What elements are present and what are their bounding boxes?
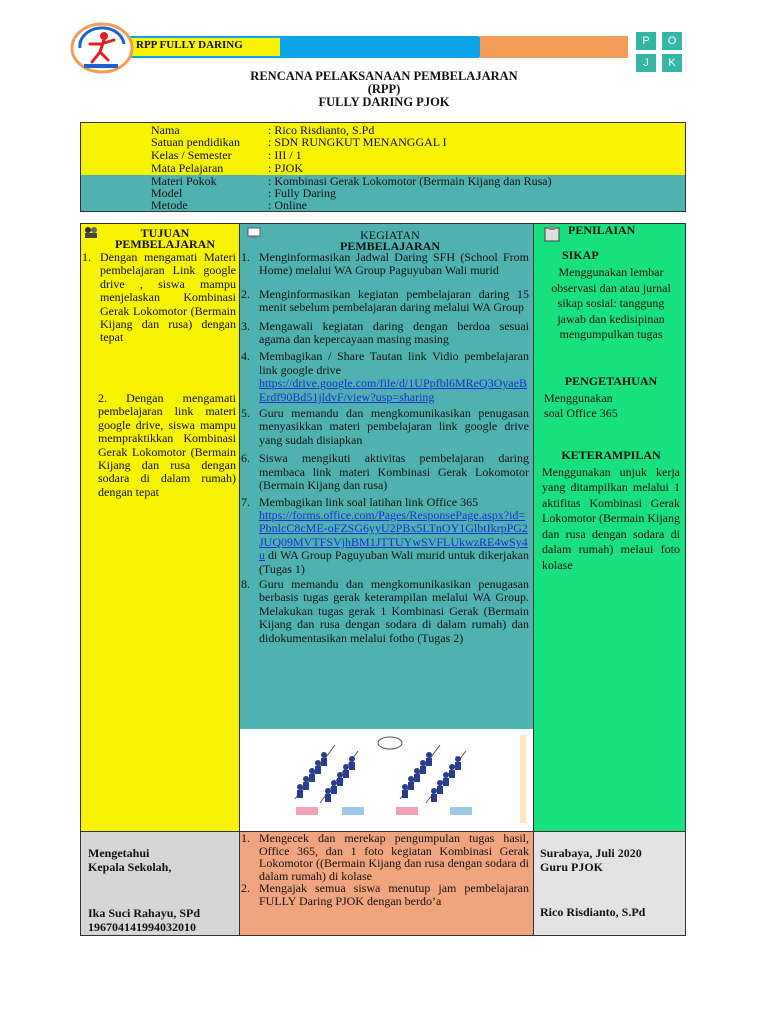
school-logo-icon [70,22,134,74]
info-value: : PJOK [268,161,304,175]
kegiatan-item-text: Guru memandu dan mengkomunikasikan penugasan menyasikkan materi pembelajaran link google drive yang sudah disiapkan [259,406,529,447]
kegiatan-item-8 [241,578,529,645]
place-date: Surabaya, Juli 2020 [540,846,642,860]
list-number: 3. [241,318,250,333]
closing-item-1 [241,832,529,882]
header-bar-orange [480,36,628,58]
info-row-satuan [151,136,447,148]
sikap-title: SIKAP [562,248,599,262]
info-value: : Fully Daring [268,186,336,200]
kepala-sekolah-block [88,846,238,874]
kegiatan-item-text: Mengawali kegiatan daring dengan berdoa sesuai agama dan kepercayaan masing masing [259,318,529,347]
kegiatan-item-text: Guru memandu dan mengkomunikasikan penugasan berbasis tugas gerak keterampilan melalui WA Group. Melakukan tugas gerak 1 Kombinasi Gerak (Bermain Kijang dan rusa dengan sodara di dalam rumah) dan didokumentasikan melalui fotho (Tugas 2) [259,576,529,645]
kegiatan-item-5 [241,407,529,447]
list-number: 1. [241,831,250,845]
kegiatan-item-6 [241,452,529,492]
kepala-sekolah-label: Kepala Sekolah, [88,860,172,874]
kegiatan-item-4 [241,350,529,404]
list-number: 7. [241,494,250,509]
monitor-icon [247,227,261,239]
list-number: 2. [241,881,250,896]
tujuan-item-1-text: Dengan mengamati Materi pembelajaran Link google drive , siswa mampu menjelaskan Kombinasi Gerak Lokomotor (Bermain Kijang dan rusa) dengan tepat [100,250,236,345]
header-banner-title: RPP FULLY DARING [136,39,243,51]
list-number: 8. [241,576,250,591]
closing-list [241,832,529,908]
info-key: Model [151,186,183,200]
info-value: : III / 1 [268,148,302,162]
kegiatan-item-2 [241,288,529,315]
kepala-sekolah-name: Ika Suci Rahayu, SPd [88,906,201,920]
closing-item-text: Mengajak semua siswa menutup jam pembelajaran FULLY Daring PJOK dengan berdo’a [259,881,529,908]
pjok-letter-j: J [636,54,656,72]
info-row-kelas [151,149,302,161]
document-title-line1: RENCANA PELAKSANAAN PEMBELAJARAN [250,69,518,83]
kegiatan-item-7 [241,496,529,576]
list-number: 4. [241,349,250,364]
info-key: Satuan pendidikan [151,135,240,149]
pengetahuan-text: Menggunakan soal Office 365 [544,391,618,421]
list-number: 5. [241,406,250,421]
tujuan-item-2: 2. Dengan mengamati pembelajaran link materi google drive, siswa mampu mempraktikkan Kombinasi Gerak Lokomotor (Bermain Kijang dan rusa dengan sodara di dalam rumah) dengan tepat [98,391,236,499]
info-value: : SDN RUNGKUT MENANGGAL I [268,135,447,149]
pjok-letter-p: P [636,32,656,50]
kegiatan-item-3 [241,320,529,347]
info-row-materi [151,175,552,187]
tujuan-header-line2: PEMBELAJARAN [114,237,215,251]
list-number: 6. [241,451,250,466]
list-number: 1. [82,250,91,264]
kegiatan-item-7-after: di WA Group Paguyuban Wali murid untuk dikerjakan (Tugas 1) [259,548,529,576]
info-key: Nama [151,123,180,137]
info-value: : Rico Risdianto, S.Pd [268,123,375,137]
keterampilan-title: KETERAMPILAN [561,448,661,463]
kegiatan-item-text: Membagikan / Share Tautan link Vidio pembelajaran link google drive [259,349,529,377]
kegiatan-item-text: Menginformasikan Jadwal Daring SFH (School From Home) melalui WA Group Paguyuban Wali murid [259,250,529,278]
mengetahui-label: Mengetahui [88,846,150,860]
keterampilan-text: Menggunakan unjuk kerja yang ditampilkan melalui 1 aktifitas Kombinasi Gerak Lokomotor (Bermain Kijang dan rusa dengan sodara di dalam rumah) melaui foto kolase [542,464,680,572]
identity-box [80,122,686,212]
guru-block [540,846,680,874]
info-key: Metode [151,198,188,212]
pjok-letter-k: K [662,54,682,72]
kegiatan-item-text: Menginformasikan kegiatan pembelajaran daring 15 menit sebelum pembelajaran daring melalui WA Group [259,286,529,315]
info-row-mapel [151,162,303,174]
tujuan-header-line1: TUJUAN [140,226,190,240]
list-number: 1. [241,250,250,264]
sikap-text: Menggunakan lembar observasi dan atau jurnal sikap sosial: tanggung jawab dan kedisipinan mengumpulkan tugas [551,265,671,342]
list-number: 2. [241,286,250,301]
kegiatan-header-line2: PEMBELAJARAN [339,239,440,253]
penilaian-content [542,249,680,573]
info-key: Materi Pokok [151,174,217,188]
kegiatan-item-1 [241,251,529,278]
info-key: Mata Pelajaran [151,161,224,175]
office-forms-link[interactable]: https://forms.office.com/Pages/ResponsePage.aspx?id=PbnlcC8cME-oFZSG6yyU2PBx5LTnOY1GlbtIkrpPG2JUQ09MVTFSVjhBM1JTTUYwSVFLUkwzRE4wSy4u [259,507,528,563]
kegiatan-item-text: Membagikan link soal latihan link Office 365 [259,494,479,509]
info-key: Kelas / Semester [151,148,232,162]
guru-name: Rico Risdianto, S.Pd [540,905,646,919]
google-drive-link[interactable]: https://drive.google.com/file/d/1UPpfbl6MReQ3OyaeBErdf90Bd51jldvF/view?usp=sharing [259,376,527,404]
info-value: : Online [268,198,307,212]
clipboard-icon [543,226,561,242]
pengetahuan-title: PENGETAHUAN [564,373,658,388]
info-value: : Kombinasi Gerak Lokomotor (Bermain Kijang dan Rusa) [268,174,552,188]
pjok-letter-o: O [662,32,682,50]
closing-item-text: Mengecek dan merekap pengumpulan tugas hasil, Office 365, dan 1 foto kegiatan Kombinasi Gerak Lokomotor ((Bermain Kijang dan rusa dengan sodara di dalam rumah) di kolase [259,831,529,883]
closing-item-2 [241,882,529,907]
kepala-sekolah-signature [88,906,238,934]
tujuan-header [96,228,234,250]
guru-label: Guru PJOK [540,860,604,874]
info-row-metode [151,199,307,211]
document-title-line2: (RPP) [367,82,401,96]
kegiatan-list [241,251,529,645]
document-title-line3: FULLY DARING PJOK [318,95,450,109]
document-title [0,70,768,109]
kegiatan-header-line1: KEGIATAN [360,228,420,242]
penilaian-header: PENILAIAN [568,223,636,237]
kepala-sekolah-nip: 196704141994032010 [88,920,196,934]
tujuan-item-1 [82,251,236,345]
kegiatan-item-text: Siswa mengikuti aktivitas pembelajaran daring membaca link materi Kombinasi Gerak Lokomotor (Bermain Kijang dan rusa) [259,451,529,493]
kegiatan-header [300,230,480,252]
